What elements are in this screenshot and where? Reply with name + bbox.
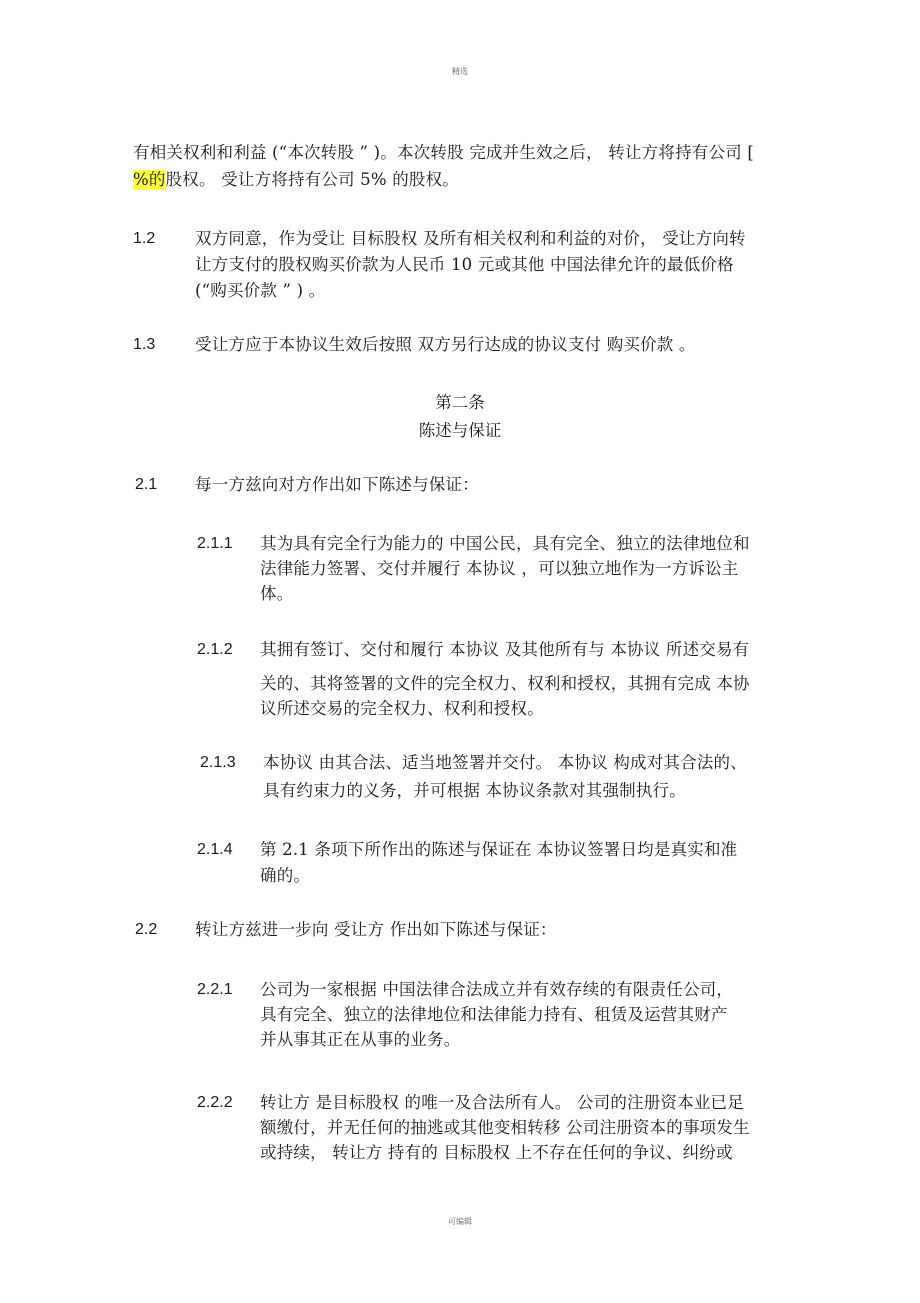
clause-2-2-1-line-3: 并从事其正在从事的业务。: [260, 1030, 461, 1049]
clause-2-1-line-1: 每一方兹向对方作出如下陈述与保证：: [195, 475, 479, 494]
clause-number-1-2: 1.2: [133, 230, 156, 247]
clause-2-2-2-line-2: 额缴付，并无任何的抽逃或其他变相转移 公司注册资本的事项发生: [260, 1118, 750, 1137]
clause-2-1-2-line-1: 其拥有签订、交付和履行 本协议 及其他所有与 本协议 所述交易有: [260, 640, 750, 659]
clause-number-2-1-4: 2.1.4: [197, 841, 233, 858]
clause-1-3-line-1: 受让方应于本协议生效后按照 双方另行达成的协议支付 购买价款 。: [195, 335, 696, 354]
highlighted-text: %的: [133, 170, 166, 189]
intro-line-1: 有相关权利和利益 (“本次转股 ” )。本次转股 完成并生效之后， 转让方将持有公司 [: [133, 143, 754, 162]
clause-2-1-1-line-1: 其为具有完全行为能力的 中国公民，具有完全、独立的法律地位和: [260, 534, 750, 553]
clause-number-2-2-1: 2.2.1: [197, 981, 233, 998]
clause-2-2-2-line-3: 或持续， 转让方 持有的 目标股权 上不存在任何的争议、纠纷或: [260, 1143, 733, 1162]
intro-line-2-rest: 股权。 受让方将持有公司 5% 的股权。: [165, 170, 460, 189]
intro-line-2: [133, 170, 459, 190]
clause-1-2-line-3: (“购买价款 ” ) 。: [195, 281, 326, 300]
article-subtitle: 陈述与保证: [418, 421, 502, 440]
clause-2-1-2-line-2: 关的、其将签署的文件的完全权力、权利和授权，其拥有完成 本协: [260, 674, 750, 693]
clause-number-2-1-3: 2.1.3: [200, 754, 236, 771]
clause-number-2-1-2: 2.1.2: [197, 641, 233, 658]
clause-2-1-3-line-1: 本协议 由其合法、适当地签署并交付。 本协议 构成对其合法的、: [263, 753, 747, 772]
clause-2-2-2-line-1: 转让方 是目标股权 的唯一及合法所有人。 公司的注册资本业已足: [260, 1093, 744, 1112]
clause-2-2-line-1: 转让方兹进一步向 受让方 作出如下陈述与保证：: [195, 920, 557, 939]
clause-2-1-1-line-2: 法律能力签署、交付并履行 本协议 ，可以独立地作为一方诉讼主: [260, 559, 739, 578]
article-title: 第二条: [435, 393, 485, 412]
clause-2-1-3-line-2: 具有约束力的义务，并可根据 本协议条款对其强制执行。: [263, 781, 686, 800]
clause-2-2-1-line-2: 具有完全、独立的法律地位和法律能力持有、租赁及运营其财产: [260, 1005, 728, 1024]
clause-2-1-4-line-2: 确的。: [260, 866, 311, 885]
clause-1-2-line-2: 让方支付的股权购买价款为人民币 10 元或其他 中国法律允许的最低价格: [195, 255, 734, 274]
clause-2-1-2-line-3: 议所述交易的完全权力、权利和授权。: [260, 699, 544, 718]
clause-2-1-4-line-1: 第 2.1 条项下所作出的陈述与保证在 本协议签署日均是真实和准: [260, 840, 738, 859]
clause-2-2-1-line-1: 公司为一家根据 中国法律合法成立并有效存续的有限责任公司，: [260, 980, 734, 999]
clause-number-1-3: 1.3: [133, 336, 156, 353]
page-footer: 可编辑: [448, 1217, 472, 1226]
clause-number-2-2: 2.2: [135, 921, 158, 938]
clause-1-2-line-1: 双方同意，作为受让 目标股权 及所有相关权利和利益的对价， 受让方向转: [195, 229, 746, 248]
clause-2-1-1-line-3: 体。: [260, 584, 294, 603]
clause-number-2-1: 2.1: [135, 476, 158, 493]
page-header: 精选: [452, 67, 468, 76]
clause-number-2-1-1: 2.1.1: [197, 535, 233, 552]
clause-number-2-2-2: 2.2.2: [197, 1094, 233, 1111]
